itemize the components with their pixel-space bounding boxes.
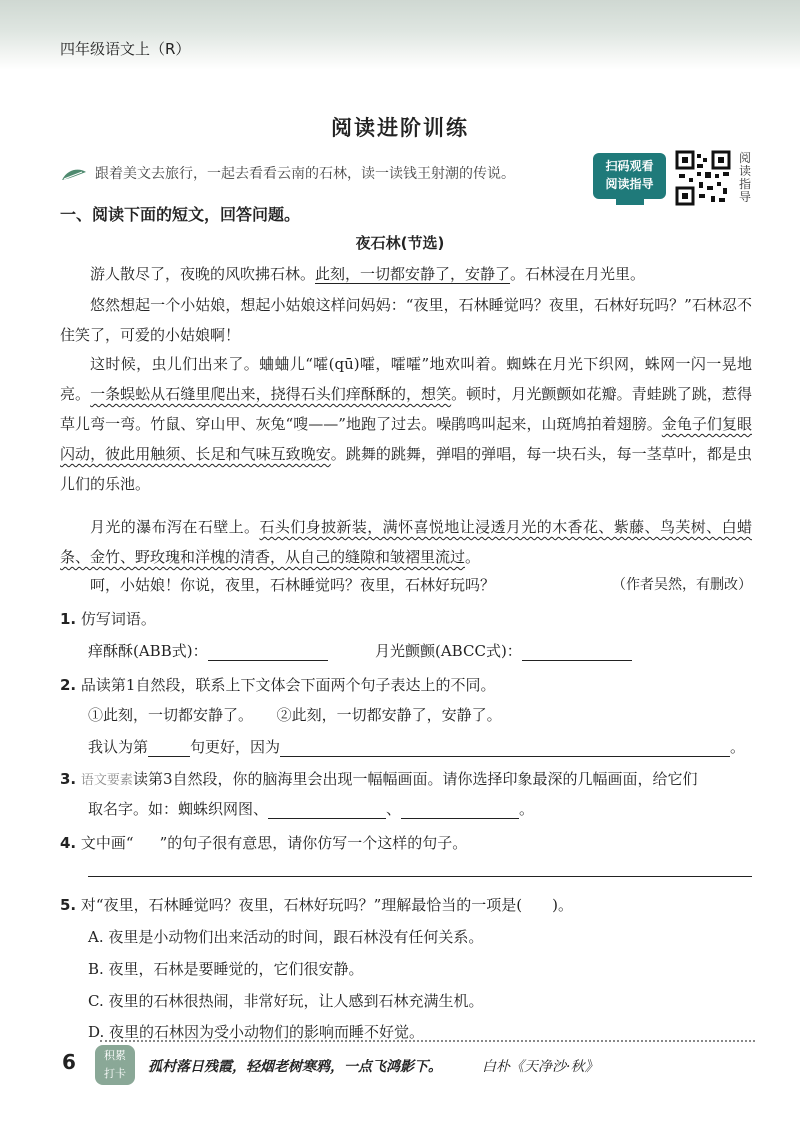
footer-poem: 孤村落日残霞，轻烟老树寒鸦，一点飞鸿影下。 bbox=[148, 1059, 442, 1075]
p3-wavy-underline-1: 一条蜈蚣从石缝里爬出来，挠得石头们痒酥酥的，想笑 bbox=[90, 385, 452, 403]
q5-option-c[interactable]: C. 夜里的石林很热闹，非常好玩，让人感到石林充满生机。 bbox=[88, 992, 484, 1010]
question-1 bbox=[60, 608, 156, 629]
q5-option-d[interactable]: D. 夜里的石林因为受小动物们的影响而睡不好觉。 bbox=[88, 1023, 425, 1041]
footer-divider bbox=[100, 1040, 755, 1042]
p1-underlined: 此刻，一切都安静了，安静了 bbox=[315, 265, 511, 283]
page-title: 阅读进阶训练 bbox=[331, 116, 469, 140]
p3-text-e: 。跳舞的跳舞，弹唱的弹唱，每一块石头，每一茎草叶，都是虫儿们的乐池。 bbox=[60, 445, 752, 493]
q3-blank-1[interactable] bbox=[268, 802, 386, 819]
passage-credit: （作者吴然，有删改） bbox=[612, 577, 752, 593]
q2-blank-choice[interactable] bbox=[148, 740, 190, 757]
q2-text: 品读第1自然段，联系上下文体会下面两个句子表达上的不同。 bbox=[80, 676, 496, 694]
q3-line2: 取名字。如：蜘蛛织网图、 bbox=[88, 800, 269, 818]
q1-label-a: 痒酥酥(ABB式)： bbox=[88, 642, 208, 660]
q5-text: 对“夜里，石林睡觉吗？夜里，石林好玩吗？”理解最恰当的一项是( )。 bbox=[80, 896, 573, 914]
q1-blank-b[interactable] bbox=[522, 644, 632, 661]
q4-wavy-mark bbox=[134, 834, 160, 852]
q2-sentence-2: ②此刻，一切都安静了，安静了。 bbox=[276, 706, 502, 724]
section-heading: 一、阅读下面的短文，回答问题。 bbox=[60, 205, 301, 224]
p1-text-c: 。石林浸在月光里。 bbox=[510, 265, 646, 283]
q2-sentence-1: ①此刻，一切都安静了。 bbox=[88, 706, 254, 724]
question-2 bbox=[60, 674, 495, 695]
scan-badge-stand bbox=[616, 199, 644, 205]
q1-label-b: 月光颤颤(ABCC式)： bbox=[375, 642, 522, 660]
leaf-icon bbox=[60, 166, 88, 184]
q4-answer-line[interactable] bbox=[88, 876, 752, 877]
q1-text: 仿写词语。 bbox=[80, 610, 156, 628]
q3-line1: 读第3自然段，你的脑海里会出现一幅幅画面。请你选择印象最深的几幅画面，给它们 bbox=[132, 770, 698, 788]
scan-badge[interactable] bbox=[593, 153, 666, 199]
q3-line2-row bbox=[88, 798, 534, 819]
q3-number: 3. bbox=[60, 770, 77, 788]
footer-badge-line1: 积累 bbox=[104, 1049, 126, 1062]
side-note: 阅读指导 bbox=[738, 151, 751, 204]
passage-title: 夜石林(节选) bbox=[355, 234, 445, 252]
passage-ending: 呵，小姑娘！你说，夜里，石林睡觉吗？夜里，石林好玩吗？ bbox=[90, 576, 496, 594]
paragraph-1 bbox=[60, 259, 752, 289]
paragraph-4 bbox=[60, 512, 752, 572]
q5-number: 5. bbox=[60, 896, 77, 914]
p4-text-c: 。 bbox=[465, 548, 481, 566]
q4-post: ”的句子很有意思，请你仿写一个这样的句子。 bbox=[159, 834, 468, 852]
q2-blank-reason[interactable] bbox=[280, 740, 730, 757]
q2-number: 2. bbox=[60, 676, 77, 694]
p4-text-a: 月光的瀑布泻在石壁上。 bbox=[90, 518, 260, 536]
q1-answer-a bbox=[88, 640, 328, 661]
p3-wavy-underline-2: 金龟子们复眼闪动，彼此用触须、长足和气味互致晚安 bbox=[60, 415, 752, 463]
footer-badge-line2: 打卡 bbox=[104, 1067, 126, 1080]
header-band bbox=[0, 0, 800, 70]
p1-text-a: 游人散尽了，夜晚的风吹拂石林。 bbox=[90, 265, 316, 283]
p3-text-c: 。顿时，月光颤颤如花瓣。青蛙跳了跳，惹得草儿弯一弯。竹鼠、穿山甲、灰兔“嗖——”地跑了过去。噪鹃鸣叫起来，山斑鸠拍着翅膀。 bbox=[60, 385, 752, 433]
q1-answer-b bbox=[375, 640, 632, 661]
paragraph-2: 悠然想起一个小姑娘，想起小姑娘这样问妈妈：“夜里，石林睡觉吗？夜里，石林好玩吗？”石林忍不住笑了，可爱的小姑娘啊！ bbox=[60, 296, 752, 344]
q4-number: 4. bbox=[60, 834, 77, 852]
footer-badge bbox=[95, 1045, 135, 1085]
q3-tag: 语文要素 bbox=[80, 773, 133, 788]
scan-badge-line1: 扫码观看 bbox=[605, 159, 654, 173]
q1-number: 1. bbox=[60, 610, 77, 628]
q2-answer-a: 我认为第 bbox=[88, 738, 149, 756]
footer-author: 白朴《天净沙·秋》 bbox=[482, 1059, 599, 1075]
p4-wavy-underline: 石头们身披新装，满怀喜悦地让浸透月光的木香花、紫藤、鸟芙树、白蜡条、金竹、野玫瑰和洋槐的清香，从自己的缝隙和皱褶里流过 bbox=[60, 518, 752, 566]
qr-code-icon[interactable] bbox=[675, 150, 731, 206]
q5-option-b[interactable]: B. 夜里，石林是要睡觉的，它们很安静。 bbox=[88, 960, 364, 978]
q3-end: 。 bbox=[519, 800, 535, 818]
q2-sentences bbox=[88, 704, 502, 725]
q4-pre: 文中画“ bbox=[80, 834, 134, 852]
question-3 bbox=[60, 768, 698, 789]
q1-blank-a[interactable] bbox=[208, 644, 328, 661]
q2-answer-end: 。 bbox=[730, 738, 746, 756]
p3-text-a: 这时候，虫儿们出来了。蛐蛐儿“嚯(qū)嚯，嚯嚯”地欢叫着。蜘蛛在月光下织网，蛛网一闪一晃地亮。 bbox=[60, 355, 752, 403]
intro-text: 跟着美文去旅行，一起去看看云南的石林，读一读钱王射潮的传说。 bbox=[95, 166, 515, 182]
q5-option-a[interactable]: A. 夜里是小动物们出来活动的时间，跟石林没有任何关系。 bbox=[88, 928, 484, 946]
q3-sep: 、 bbox=[386, 800, 402, 818]
page-number: 6 bbox=[62, 1050, 76, 1074]
q2-answer-b: 句更好，因为 bbox=[190, 738, 281, 756]
scan-badge-line2: 阅读指导 bbox=[605, 177, 654, 191]
question-4 bbox=[60, 832, 467, 853]
question-5 bbox=[60, 894, 573, 915]
q3-blank-2[interactable] bbox=[401, 802, 519, 819]
grade-label: 四年级语文上（R） bbox=[60, 40, 191, 58]
paragraph-3 bbox=[60, 349, 752, 499]
q2-answer bbox=[88, 736, 745, 757]
